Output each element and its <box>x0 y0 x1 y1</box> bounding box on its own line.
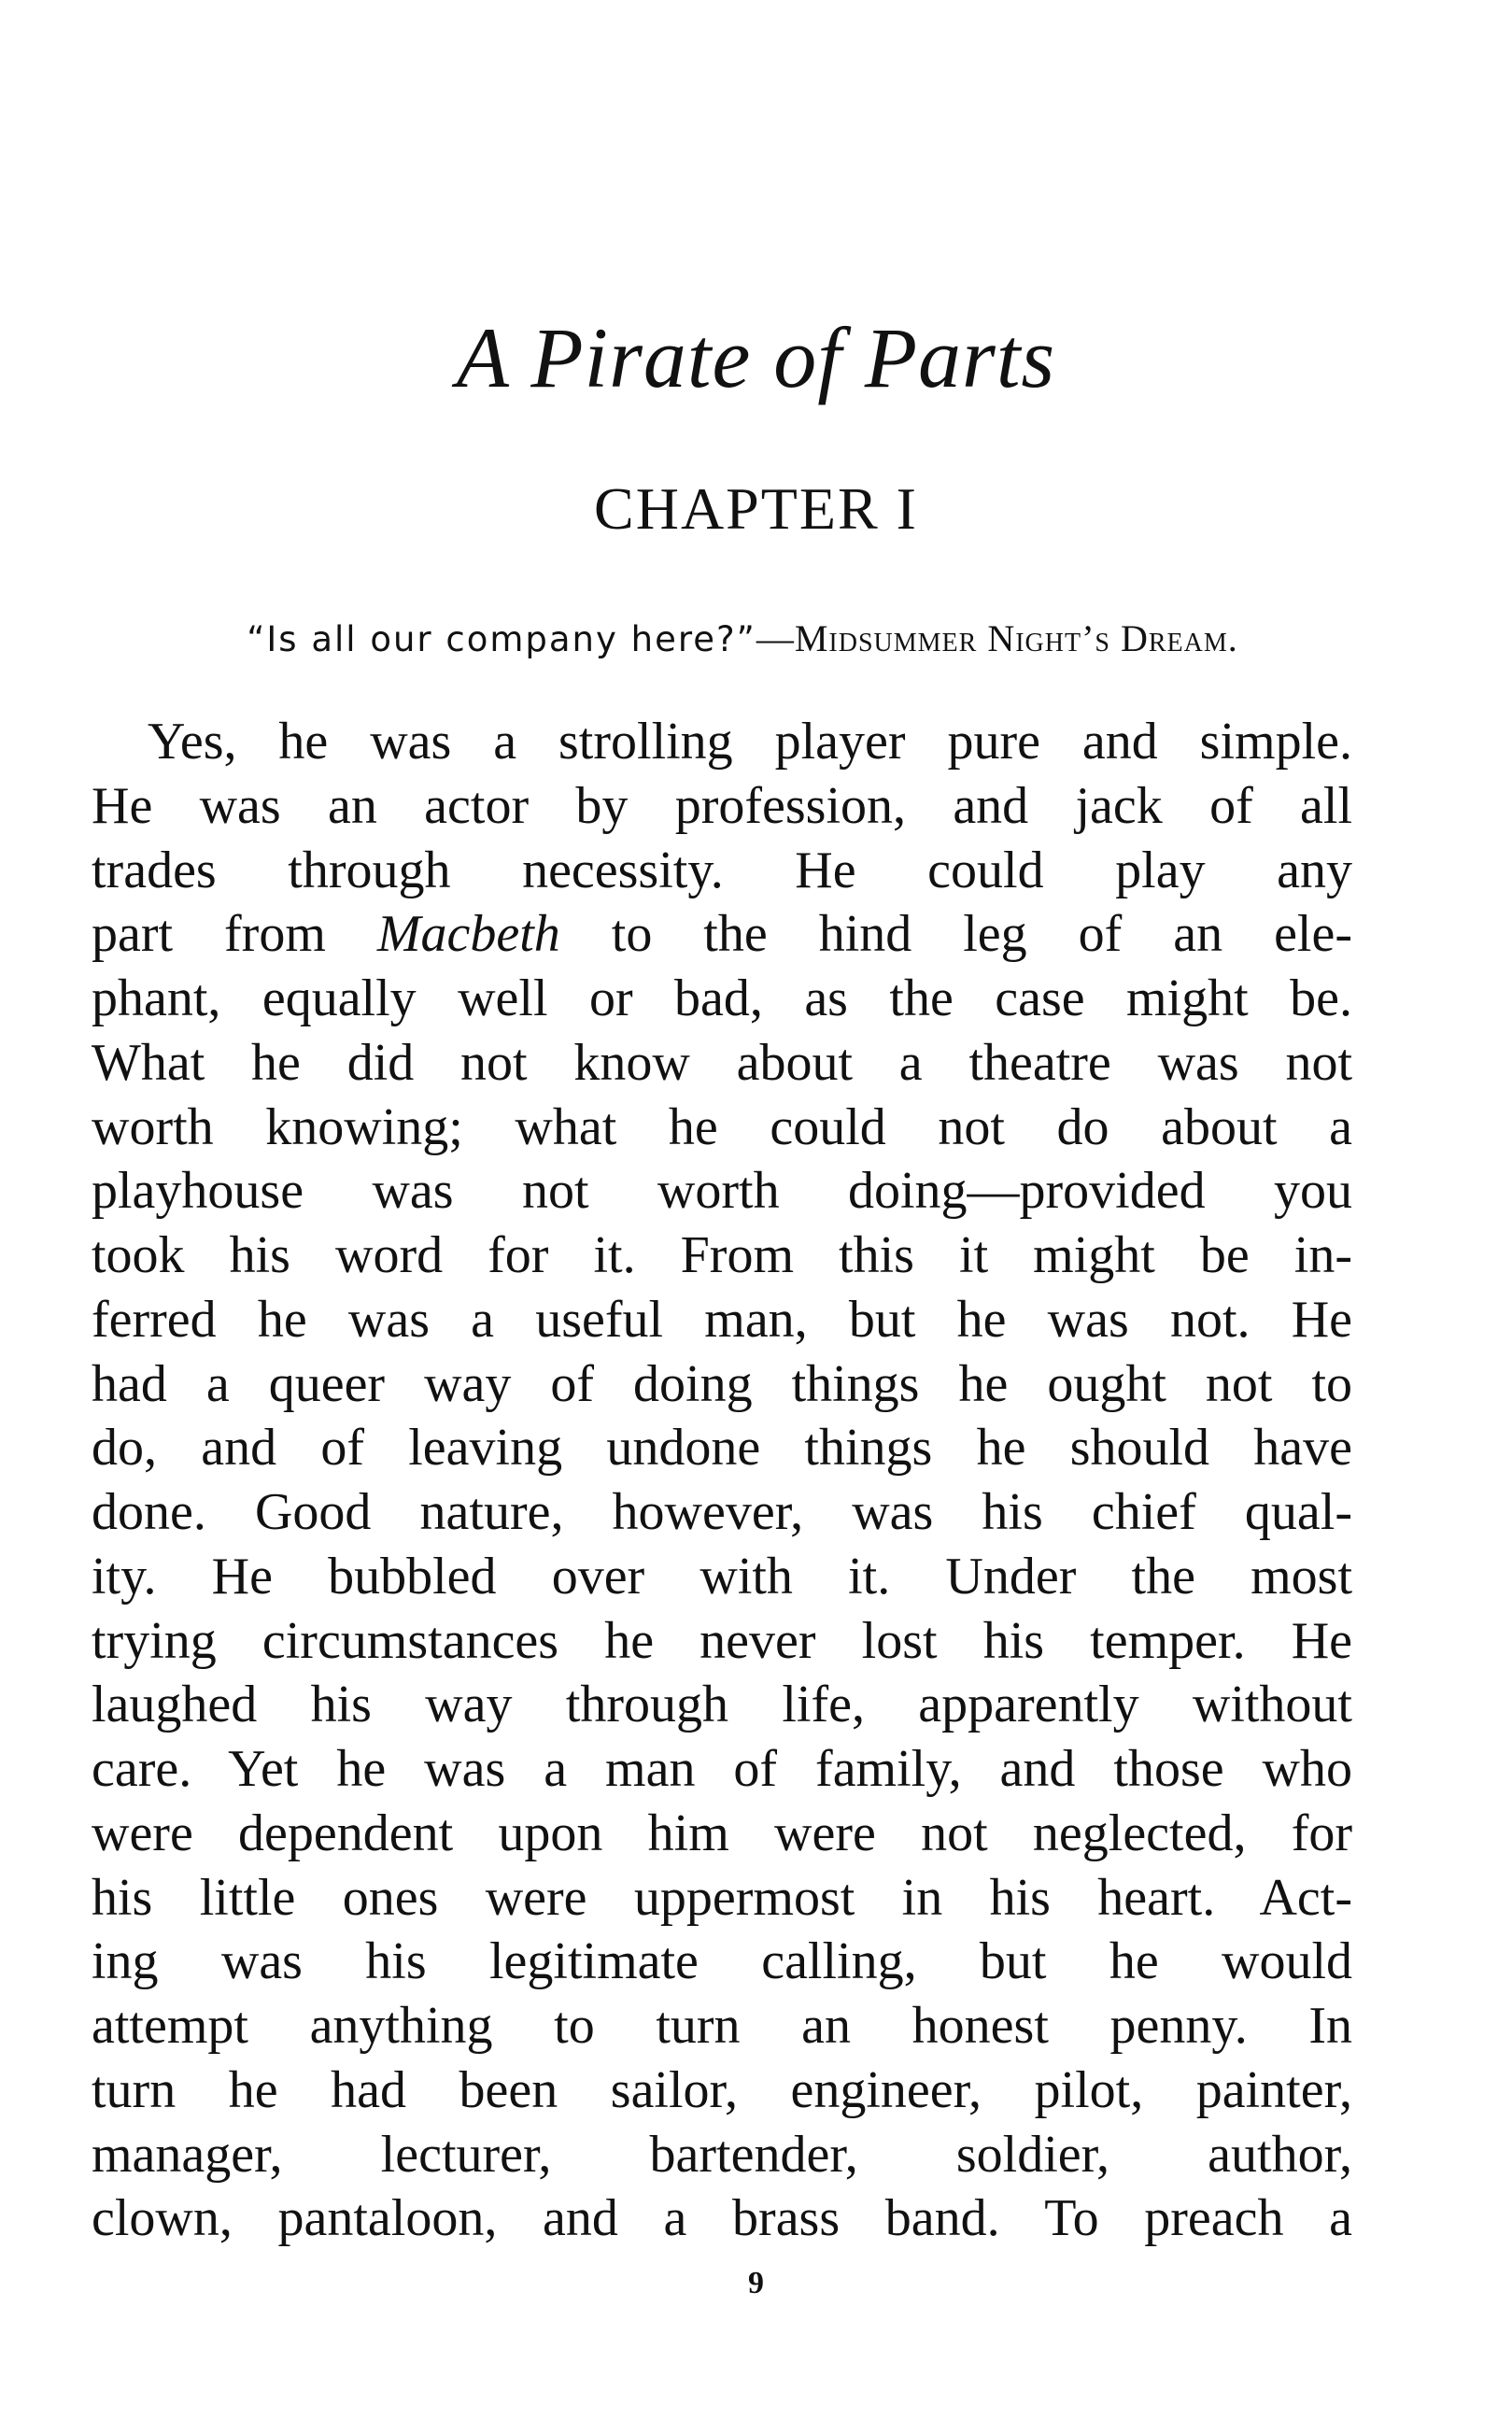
text-line: manager, lecturer, bartender, soldier, author, <box>92 2125 1352 2184</box>
text-line: trying circumstances he never lost his temper. He <box>92 1611 1352 1670</box>
text-line: care. Yet he was a man of family, and those who <box>92 1740 1352 1798</box>
text-line: laughed his way through life, apparently without <box>92 1676 1352 1734</box>
text-fragment: part from <box>92 905 377 964</box>
text-line: had a queer way of doing things he ought not to <box>92 1354 1352 1413</box>
chapter-heading: CHAPTER I <box>594 475 918 542</box>
text-line: ing was his legitimate calling, but he would <box>92 1932 1352 1991</box>
text-line: Yes, he was a strolling player pure and simple. <box>148 713 1352 771</box>
text-line: took his word for it. From this it might be in- <box>92 1226 1352 1284</box>
book-title: A Pirate of Parts <box>456 310 1056 405</box>
text-line: done. Good nature, however, was his chief qual- <box>92 1483 1352 1541</box>
body-text <box>92 710 1352 2251</box>
text-line: were dependent upon him were not neglected, for <box>92 1804 1352 1862</box>
text-fragment: to the hind leg of an ele- <box>559 905 1352 964</box>
text-line <box>92 902 1352 967</box>
text-line: What he did not know about a theatre was not <box>92 1033 1352 1092</box>
page-number: 9 <box>748 2266 764 2300</box>
text-line: attempt anything to turn an honest penny. In <box>92 1997 1352 2055</box>
text-line: ity. He bubbled over with it. Under the most <box>92 1547 1352 1606</box>
text-line: ferred he was a useful man, but he was not. He <box>92 1290 1352 1349</box>
epigraph <box>121 609 1364 670</box>
text-line: trades through necessity. He could play any <box>92 841 1352 899</box>
text-line: playhouse was not worth doing—provided you <box>92 1162 1352 1221</box>
epigraph-source: Midsummer Night’s Dream. <box>794 617 1238 659</box>
text-line: worth knowing; what he could not do about a <box>92 1097 1352 1156</box>
play-title-macbeth: Macbeth <box>376 905 560 964</box>
text-line: clown, pantaloon, and a brass band. To preach a <box>92 2189 1352 2248</box>
text-line: turn he had been sailor, engineer, pilot, painter, <box>92 2060 1352 2119</box>
text-line: phant, equally well or bad, as the case might be. <box>92 969 1352 1027</box>
text-line: do, and of leaving undone things he should have <box>92 1419 1352 1478</box>
epigraph-dash: — <box>756 617 795 659</box>
text-line: his little ones were uppermost in his heart. Act- <box>92 1868 1352 1927</box>
epigraph-quote: “Is all our company here?” <box>247 619 756 659</box>
text-line: He was an actor by profession, and jack of all <box>92 776 1352 835</box>
